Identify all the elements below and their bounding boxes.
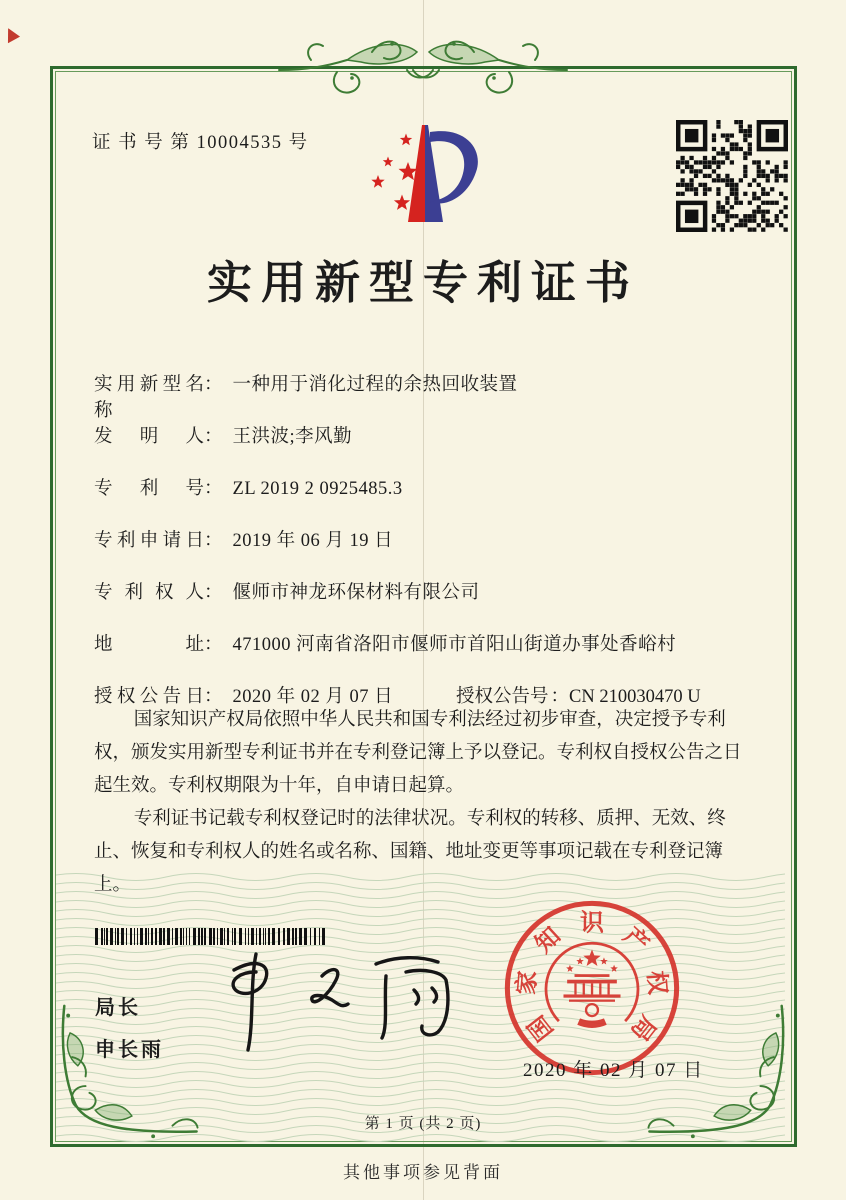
field-label: 授权公告日: [94, 687, 204, 707]
qr-code: [676, 120, 788, 232]
field-value: 2019 年 06 月 19 日: [232, 531, 394, 551]
page-indicator: 第 1 页 (共 2 页): [364, 1116, 482, 1132]
field-label: 实用新型名称: [94, 375, 204, 421]
svg-text:产: 产: [618, 922, 654, 959]
field-colon: ：: [204, 375, 223, 395]
field-value: 王洪波;李风勤: [232, 427, 353, 447]
field-label: 发明人: [94, 427, 204, 447]
logo-stars-icon: [371, 134, 417, 210]
grant-no-value: CN 210030470 U: [569, 687, 701, 707]
legal-paragraph-1: 国家知识产权局依照中华人民共和国专利法经过初步审查，决定授予专利权，颁发实用新型专利证书并在专利登记簿上予以登记。专利权自授权公告之日起生效。专利权期限为十年，自申请日起算。: [94, 710, 742, 796]
field-row-patentee: [94, 578, 760, 630]
svg-text:权: 权: [642, 969, 671, 996]
certificate-title: 实用新型专利证书: [206, 258, 639, 308]
field-label: 专利申请日: [94, 531, 204, 551]
svg-text:识: 识: [580, 910, 604, 937]
svg-text:知: 知: [530, 922, 566, 959]
field-label: 专利号: [94, 479, 204, 499]
grant-no-label: 授权公告号: [456, 687, 549, 707]
svg-text:家: 家: [513, 969, 542, 996]
field-row-address: [94, 630, 760, 682]
signature-handwriting: [210, 942, 460, 1057]
officer-block: [95, 991, 164, 1075]
field-row-name: [94, 370, 760, 422]
back-note: 其他事项参见背面: [343, 1163, 503, 1182]
svg-text:局: 局: [625, 1010, 661, 1046]
field-value: 2020 年 02 月 07 日: [232, 687, 394, 707]
field-label: 地址: [94, 635, 204, 655]
top-ornament-mirror: [413, 42, 567, 93]
field-value: 偃师市神龙环保材料有限公司: [232, 583, 480, 603]
field-value: 一种用于消化过程的余热回收装置: [232, 375, 518, 395]
field-row-filing-date: [94, 526, 760, 578]
field-colon: ：: [204, 635, 223, 655]
certificate-number: 证 书 号 第 10004535 号: [92, 133, 309, 153]
officer-title: 局长: [95, 997, 141, 1019]
field-colon: ：: [550, 687, 570, 707]
fields-section: [94, 370, 760, 734]
officer-name: 申长雨: [95, 1039, 164, 1061]
field-label: 专利权人: [94, 583, 204, 603]
field-value: 471000 河南省洛阳市偃师市首阳山街道办事处香峪村: [232, 635, 677, 655]
field-value: ZL 2019 2 0925485.3: [232, 479, 403, 499]
field-colon: ：: [204, 583, 223, 603]
field-colon: ：: [204, 427, 223, 447]
field-colon: ：: [204, 687, 223, 707]
svg-text:国: 国: [523, 1010, 559, 1046]
grant-date-stamp: 2020 年 02 月 07 日: [523, 1060, 704, 1081]
legal-paragraph-2: 专利证书记载专利权登记时的法律状况。专利权的转移、质押、无效、终止、恢复和专利权人的姓名或名称、国籍、地址变更等事项记载在专利登记簿上。: [94, 809, 726, 895]
cnipa-logo: [352, 110, 507, 238]
official-seal: [500, 896, 684, 1080]
field-row-patent-no: [94, 474, 760, 526]
field-colon: ：: [204, 479, 223, 499]
field-row-inventor: [94, 422, 760, 474]
legal-text-section: [94, 704, 758, 902]
top-border-ornament: [277, 30, 569, 108]
corner-mark: [6, 28, 21, 45]
field-colon: ：: [204, 531, 223, 551]
